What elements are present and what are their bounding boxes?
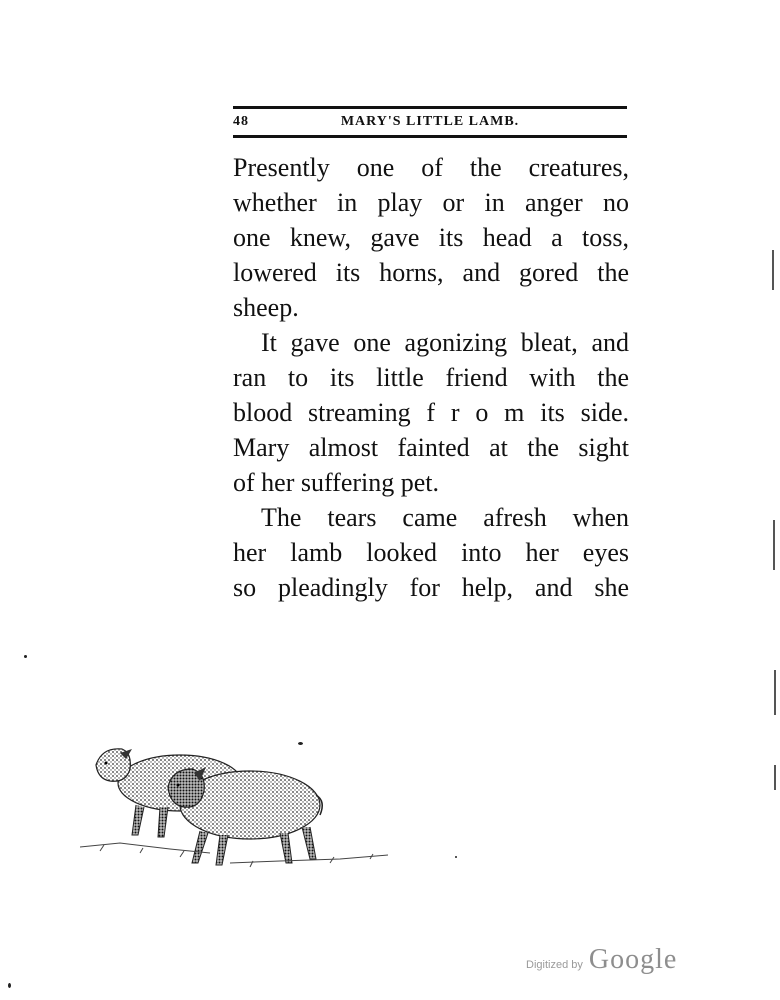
text-line: sheep. — [233, 293, 299, 322]
text-line: whether in play or in anger no — [233, 188, 629, 217]
scan-edge-mark — [774, 670, 776, 715]
ground — [80, 843, 388, 867]
text-line: blood streaming f r o m its side. — [233, 398, 629, 427]
page-number: 48 — [233, 114, 249, 129]
scan-edge-mark — [774, 765, 776, 790]
header-row — [233, 112, 627, 132]
sheep-front — [168, 767, 322, 865]
text-line: It gave one agonizing bleat, and — [261, 328, 629, 357]
scan-speck — [8, 983, 11, 988]
text-line: her lamb looked into her eyes — [233, 538, 629, 567]
text-line: Mary almost fainted at the sight — [233, 433, 629, 462]
paragraph-1 — [233, 150, 629, 325]
header-rule-top — [233, 106, 627, 109]
watermark-prefix: Digitized by — [526, 959, 583, 971]
google-logo: Google — [588, 944, 678, 975]
scan-edge-mark — [773, 520, 775, 570]
text-line: lowered its horns, and gored the — [233, 258, 629, 287]
text-line: ran to its little friend with the — [233, 363, 629, 392]
scan-speck — [298, 742, 303, 745]
running-header — [233, 106, 627, 138]
header-rule-bottom — [233, 135, 627, 138]
scan-speck — [24, 655, 27, 658]
two-sheep-engraving-icon — [80, 735, 390, 880]
digitized-watermark — [526, 944, 677, 976]
paragraph-3 — [233, 500, 629, 605]
body-text — [233, 150, 629, 605]
text-line: Presently one of the creatures, — [233, 153, 629, 182]
scan-edge-mark — [772, 250, 774, 290]
text-line: The tears came afresh when — [261, 503, 629, 532]
text-line: so pleadingly for help, and she — [233, 573, 629, 602]
text-line: of her suffering pet. — [233, 468, 440, 497]
paragraph-2 — [233, 325, 629, 500]
running-title: MARY'S LITTLE LAMB. — [340, 114, 520, 129]
text-line: one knew, gave its head a toss, — [233, 223, 629, 252]
scan-speck — [455, 856, 457, 858]
